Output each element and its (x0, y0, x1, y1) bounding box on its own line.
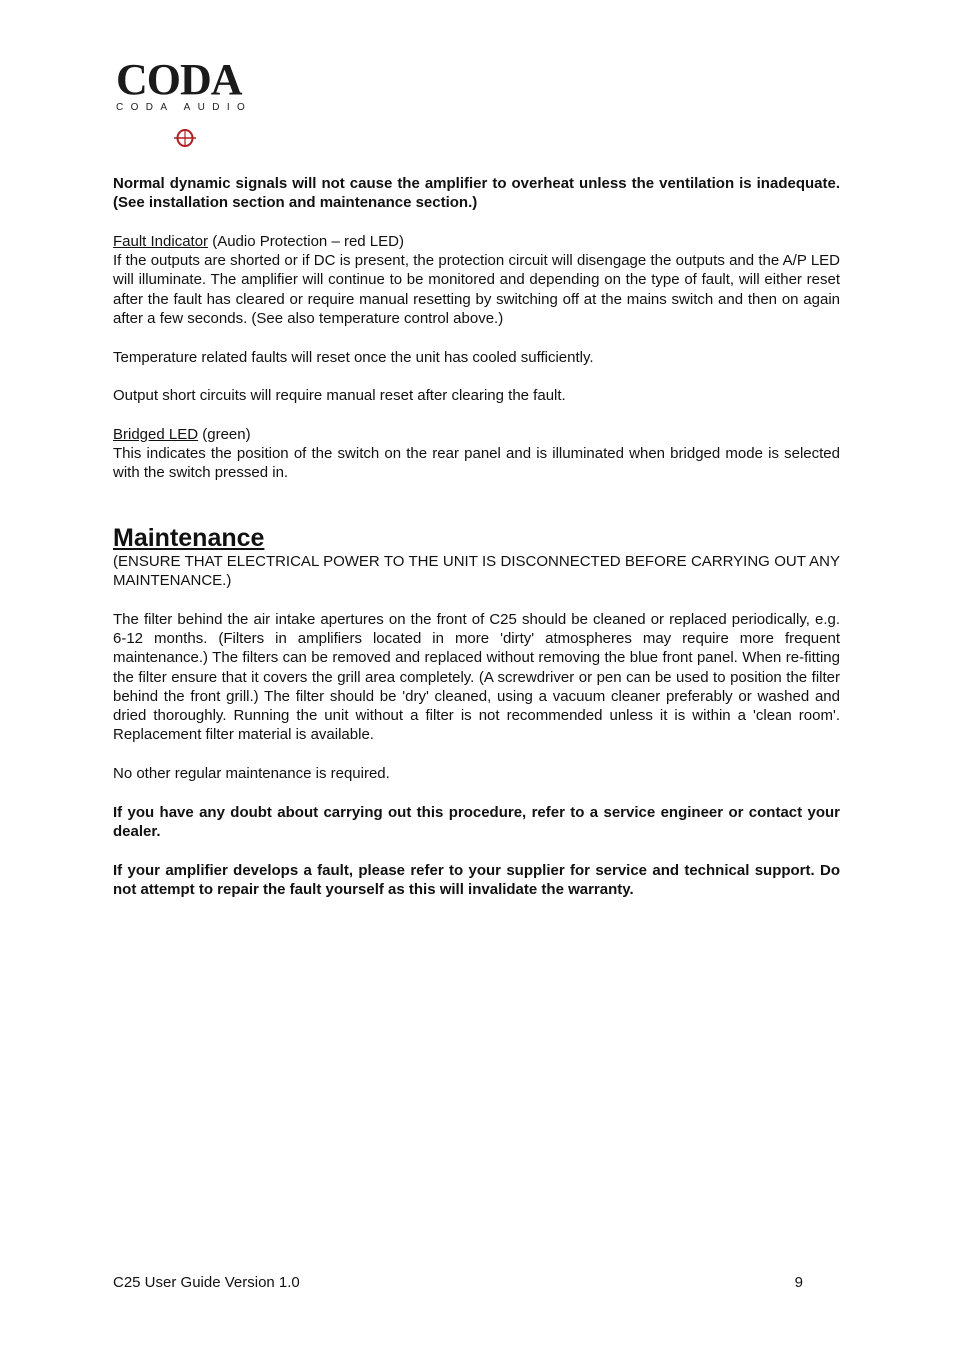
bridged-led-label: Bridged LED (113, 425, 199, 443)
fault-indicator-heading (113, 232, 840, 251)
temperature-note: Temperature related faults will reset once the unit has cooled sufficiently. (113, 348, 594, 366)
fault-indicator-label: Fault Indicator (113, 232, 209, 250)
maintenance-heading: Maintenance (113, 523, 265, 552)
service-doubt-note: If you have any doubt about carrying out this procedure, refer to a service engineer or contact your dealer. (113, 803, 840, 840)
bridged-led-heading (113, 425, 840, 444)
footer-page-number: 9 (794, 1274, 803, 1291)
short-circuit-note: Output short circuits will require manual reset after clearing the fault. (113, 387, 566, 405)
footer-doc-title: C25 User Guide Version 1.0 (113, 1274, 300, 1291)
logo-wordmark: CODA (116, 55, 242, 104)
page-content (113, 174, 840, 899)
coda-logo (116, 55, 258, 113)
page-footer (113, 1273, 803, 1292)
maintenance-warning: (ENSURE THAT ELECTRICAL POWER TO THE UNIT IS DISCONNECTED BEFORE CARRYING OUT ANY MAINTENANCE.) (113, 552, 840, 590)
bridged-led-description: This indicates the position of the switch on the rear panel and is illuminated when bridged mode is selected with the switch pressed in. (113, 445, 840, 482)
bridged-led-suffix: (green) (198, 425, 251, 443)
no-other-maintenance: No other regular maintenance is required. (113, 765, 390, 783)
logo-subtitle: CODA AUDIO (116, 102, 253, 113)
ventilation-note: Normal dynamic signals will not cause the amplifier to overheat unless the ventilation is inadequate. (See installation section and maintenance section.) (113, 175, 840, 212)
fault-indicator-description: If the outputs are shorted or if DC is present, the protection circuit will disengage the outputs and the A/P LED will illuminate. The amplifier will continue to be monitored and depending on the type of fault, will either reset after the fault has cleared or require manual resetting by switching off at the mains switch and then on again after a few seconds. (See also temperature control above.) (113, 252, 840, 328)
fault-support-note: If your amplifier develops a fault, please refer to your supplier for service and technical support. Do not attempt to repair the fault yourself as this will invalidate the warranty. (113, 861, 840, 898)
filter-maintenance-text: The filter behind the air intake apertures on the front of C25 should be cleaned or replaced periodically, e.g. 6-12 months. (Filters in amplifiers located in more 'dirty' atmospheres may require more frequent maintenance.) The filters can be removed and replaced without removing the blue front panel. When re-fitting the filter ensure that it covers the grill area completely. (A screwdriver or pen can be used to position the filter behind the front grill.) The filter should be 'dry' cleaned, using a vacuum cleaner preferably or washed and dried thoroughly. Running the unit without a filter is not recommended unless it is within a 'clean room'. Replacement filter material is available. (113, 610, 840, 744)
fault-indicator-suffix: (Audio Protection – red LED) (208, 232, 404, 250)
coda-circle-mark-icon (173, 126, 197, 150)
